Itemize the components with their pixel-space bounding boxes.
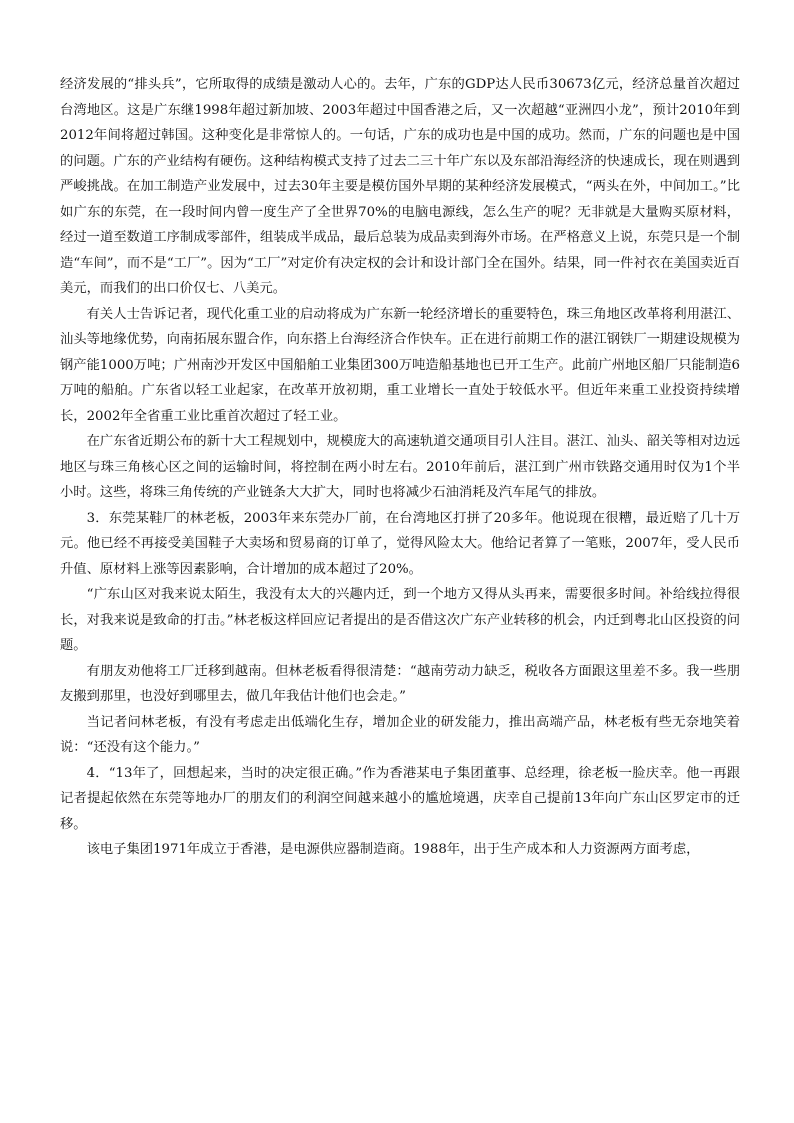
paragraph-heavy-industry: 有关人士告诉记者，现代化重工业的启动将成为广东新一轮经济增长的重要特色，珠三角地区改革将利用湛江、汕头等地缘优势，向南拓展东盟合作，向东搭上台海经济合作快车。正在进行前期工作的湛江钢铁厂一期建设规模为钢产能1000万吨；广州南沙开发区中国船舶工业集团300万吨造船基地也已开工生产。此前广州地区船厂只能制造6万吨的船舶。广东省以轻工业起家，在改革开放初期，重工业增长一直处于较低水平。但近年来重工业投资持续增长，2002年全省重工业比重首次超过了轻工业。: [60, 306, 740, 424]
paragraph-shoe-factory: 3．东莞某鞋厂的林老板，2003年来东莞办厂前，在台湾地区打拼了20多年。他说现在很糟，最近赔了几十万元。他已经不再接受美国鞋子大卖场和贸易商的订单了，觉得风险太大。他给记者算了一笔账，2007年，受人民币升值、原材料上涨等因素影响，合计增加的成本超过了20%。: [60, 510, 740, 577]
paragraph-rail-transport: 在广东省近期公布的新十大工程规划中，规模庞大的高速轨道交通项目引人注目。湛江、汕头、韶关等相对边远地区与珠三角核心区之间的运输时间，将控制在两小时左右。2010年前后，湛江到广州市铁路交通用时仅为1个半小时。这些，将珠三角传统的产业链条大大扩大，同时也将减少石油消耗及汽车尾气的排放。: [60, 434, 740, 500]
paragraph-guangdong-economy: 经济发展的“排头兵”，它所取得的成绩是激动人心的。去年，广东的GDP达人民币30673亿元，经济总量首次超过台湾地区。这是广东继1998年超过新加坡、2003年超过中国香港之后，又一次超越“亚洲四小龙”，预计2010年到2012年间将超过韩国。这种变化是非常惊人的。一句话，广东的成功也是中国的成功。然而，广东的问题也是中国的问题。广东的产业结构有硬伤。这种结构模式支持了过去二三十年广东以及东部沿海经济的快速成长，现在则遇到严峻挑战。在加工制造产业发展中，过去30年主要是模仿国外早期的某种经济发展模式，“两头在外，中间加工。”比如广东的东莞，在一段时间内曾一度生产了全世界70%的电脑电源线，怎么生产的呢？无非就是大量购买原材料，经过一道至数道工序制成零部件，组装成半成品，最后总装为成品卖到海外市场。在严格意义上说，东莞只是一个制造“车间”，而不是“工厂”。因为“工厂”对定价有决定权的会计和设计部门全在国外。结果，同一件衬衣在美国卖近百美元，而我们的出口价仅七、八美元。: [60, 77, 740, 296]
paragraph-mountain-relocation: “广东山区对我来说太陌生，我没有太大的兴趣内迁，到一个地方又得从头再来，需要很多时间。补给线拉得很长，对我来说是致命的打击。”林老板这样回应记者提出的是否借这次广东产业转移的机会，内迁到粤北山区投资的问题。: [60, 587, 740, 653]
paragraph-rd-capability: 当记者问林老板，有没有考虑走出低端化生存，增加企业的研发能力，推出高端产品，林老板有些无奈地笑着说：“还没有这个能力。”: [60, 714, 740, 755]
document-page: [60, 72, 740, 863]
paragraph-company-history: 该电子集团1971年成立于香港，是电源供应器制造商。1988年，出于生产成本和人力资源两方面考虑，: [86, 842, 700, 857]
paragraph-electronics-group: 4．“13年了，回想起来，当时的决定很正确。”作为香港某电子集团董事、总经理，徐老板一脸庆幸。他一再跟记者提起依然在东莞等地办厂的朋友们的利润空间越来越小的尴尬境遇，庆幸自己提前13年向广东山区罗定市的迁移。: [60, 765, 740, 832]
paragraph-vietnam: 有朋友劝他将工厂迁移到越南。但林老板看得很清楚：“越南劳动力缺乏，税收各方面跟这里差不多。我一些朋友搬到那里，也没好到哪里去，做几年我估计他们也会走。”: [60, 663, 740, 704]
